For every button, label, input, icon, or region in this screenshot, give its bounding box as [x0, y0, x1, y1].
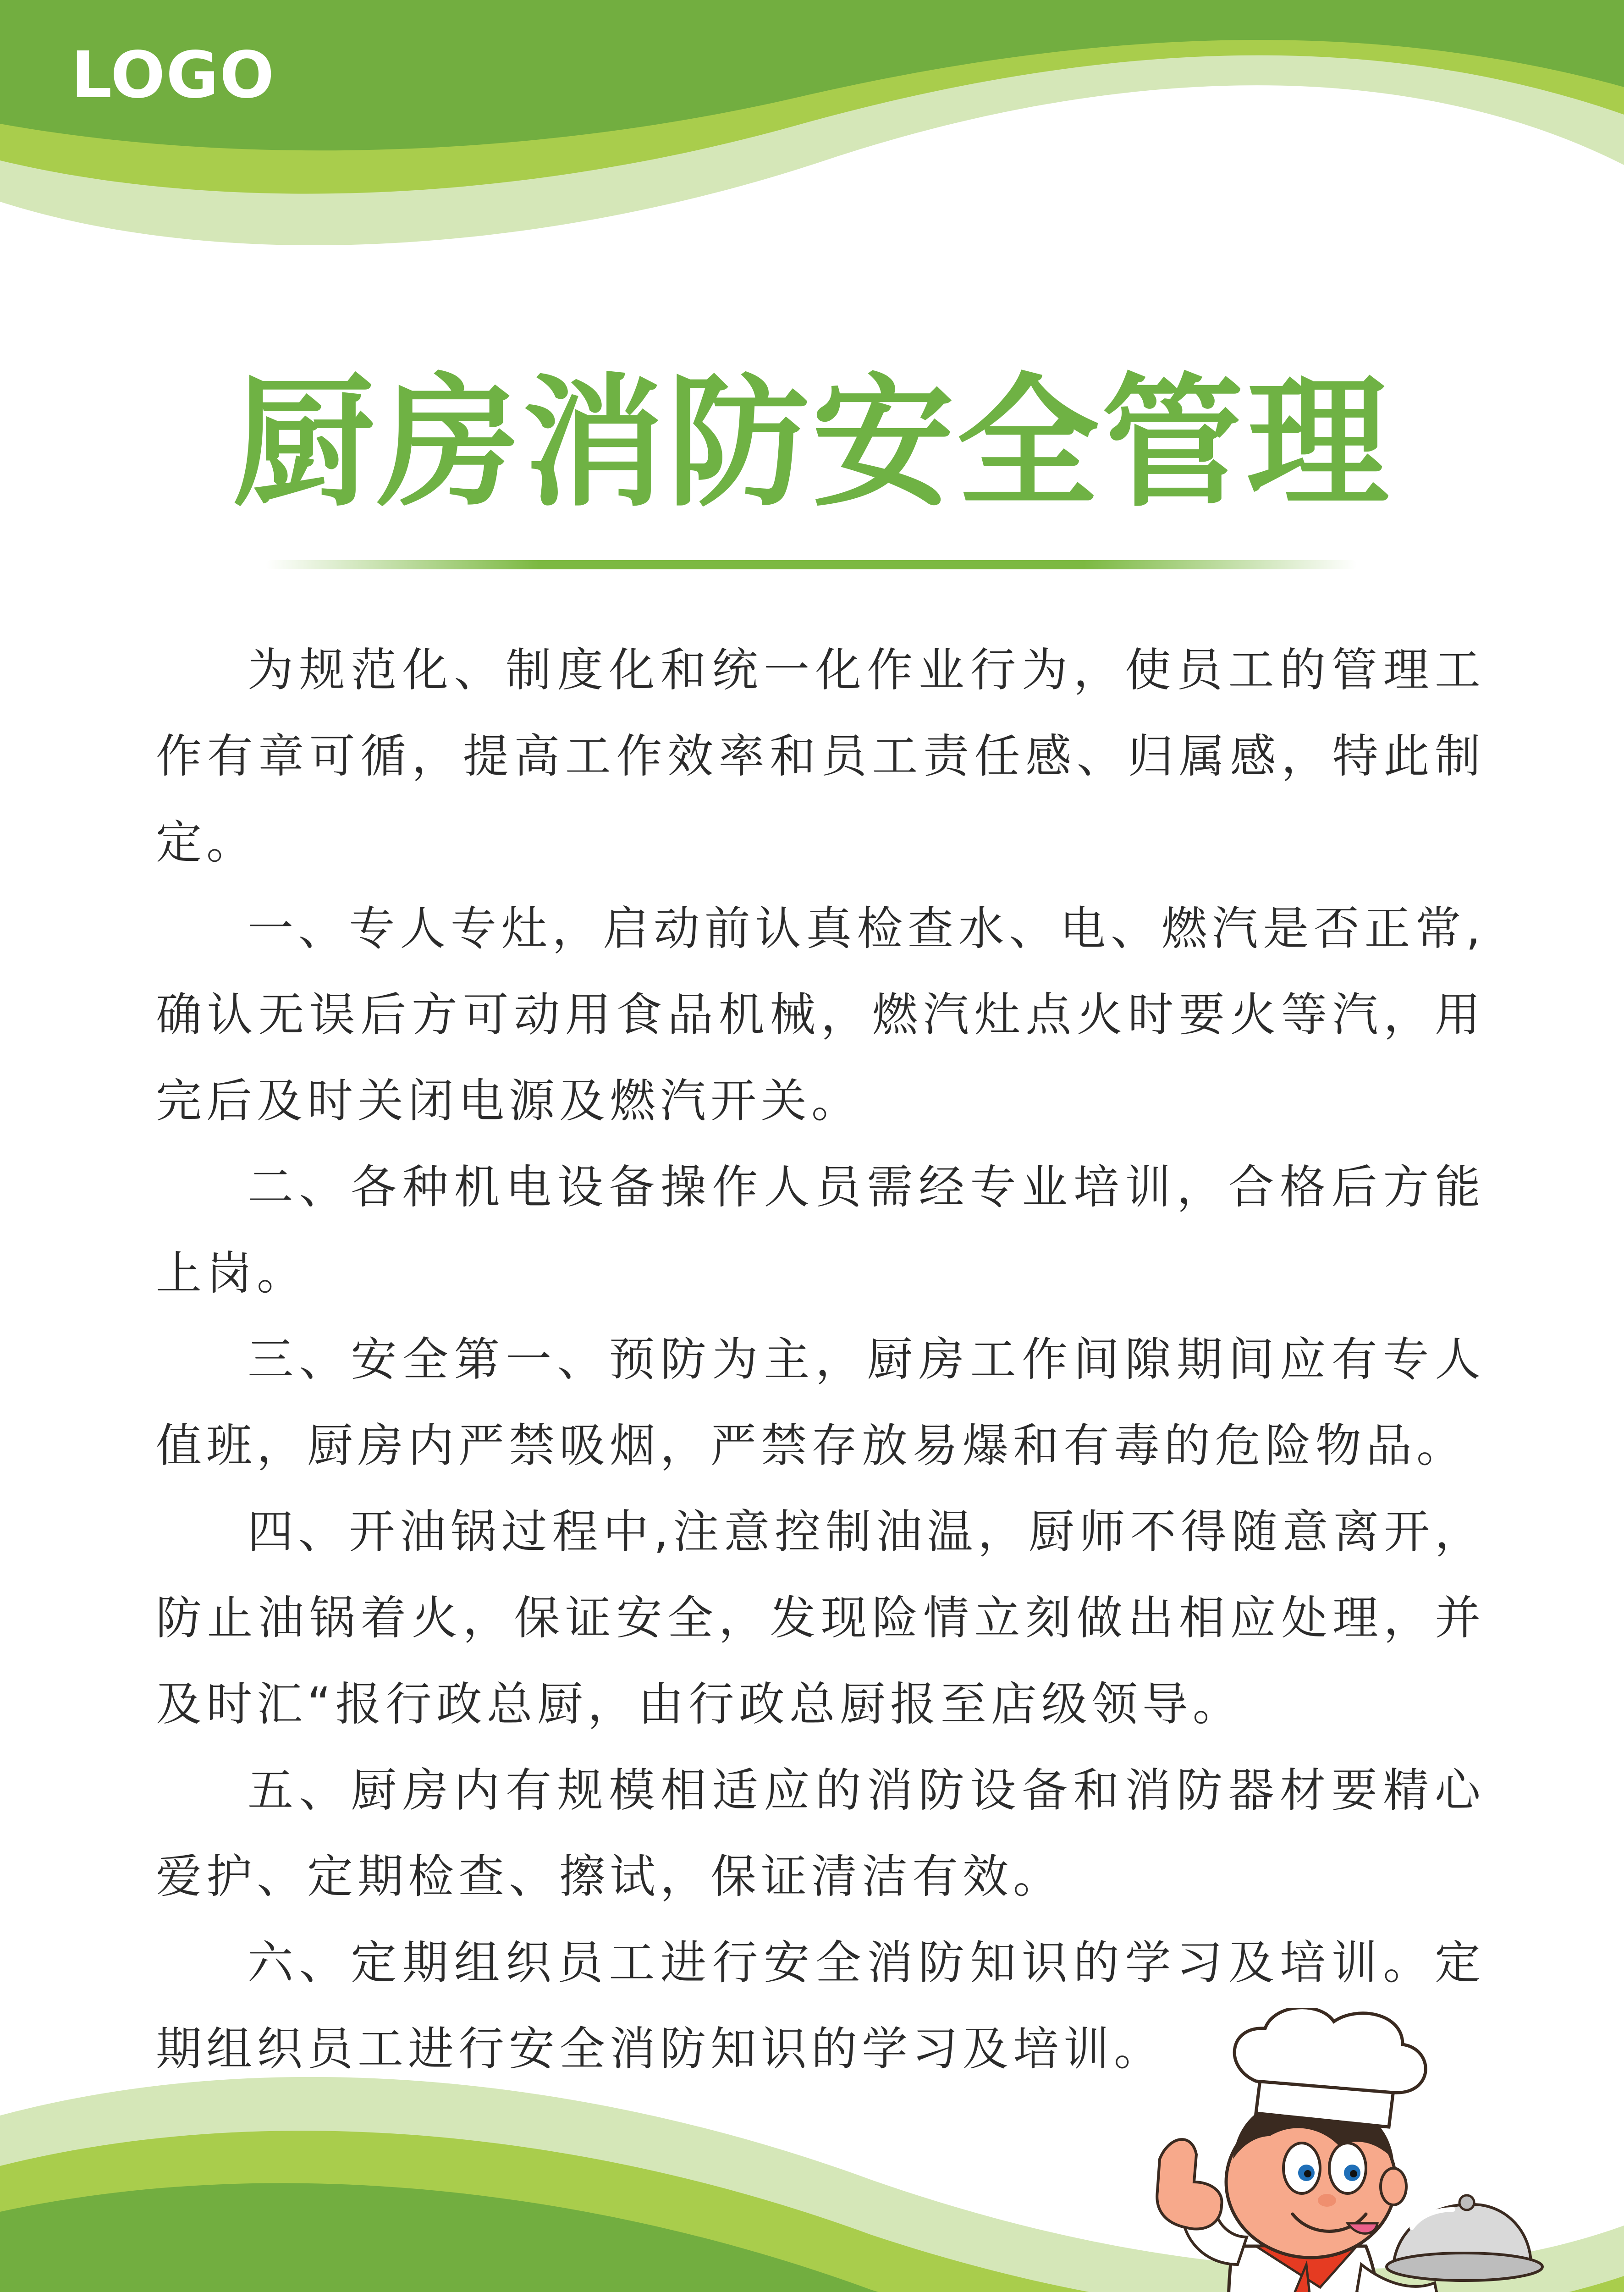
intro-paragraph: 为规范化、制度化和统一化作业行为，使员工的管理工作有章可循，提高工作效率和员工责任感、归属感，特此制定。 [156, 643, 1485, 869]
rule-paragraph-3: 三、安全第一、预防为主，厨房工作间隙期间应有专人值班，厨房内严禁吸烟，严禁存放易爆和有毒的危险物品。 [156, 1333, 1485, 1472]
rule-paragraph-4: 四、开油锅过程中,注意控制油温，厨师不得随意离开，防止油锅着火，保证安全，发现险情立刻做出相应处理，并及时汇“报行政总厨，由行政总厨报至店级领导。 [156, 1505, 1485, 1731]
body-text [156, 627, 1485, 2092]
chef-mascot-icon [1118, 2008, 1568, 2292]
rule-paragraph-6: 六、定期组织员工进行安全消防知识的学习及培训。定期组织员工进行安全消防知识的学习及培训。 [156, 1936, 1485, 2076]
rule-paragraph-5: 五、厨房内有规模相适应的消防设备和消防器材要精心爱护、定期检查、擦试，保证清洁有效。 [156, 1763, 1485, 1903]
rule-paragraph-1: 一、专人专灶，启动前认真检查水、电、燃汽是否正常,确认无误后方可动用食品机械，燃汽灶点火时要火等汽，用完后及时关闭电源及燃汽开关。 [156, 902, 1485, 1128]
rule-paragraph-2: 二、各种机电设备操作人员需经专业培训，合格后方能上岗。 [156, 1160, 1485, 1300]
title-underline [266, 560, 1357, 569]
page-title: 厨房消防安全管理 [232, 361, 1392, 526]
logo-text: LOGO [71, 38, 275, 113]
